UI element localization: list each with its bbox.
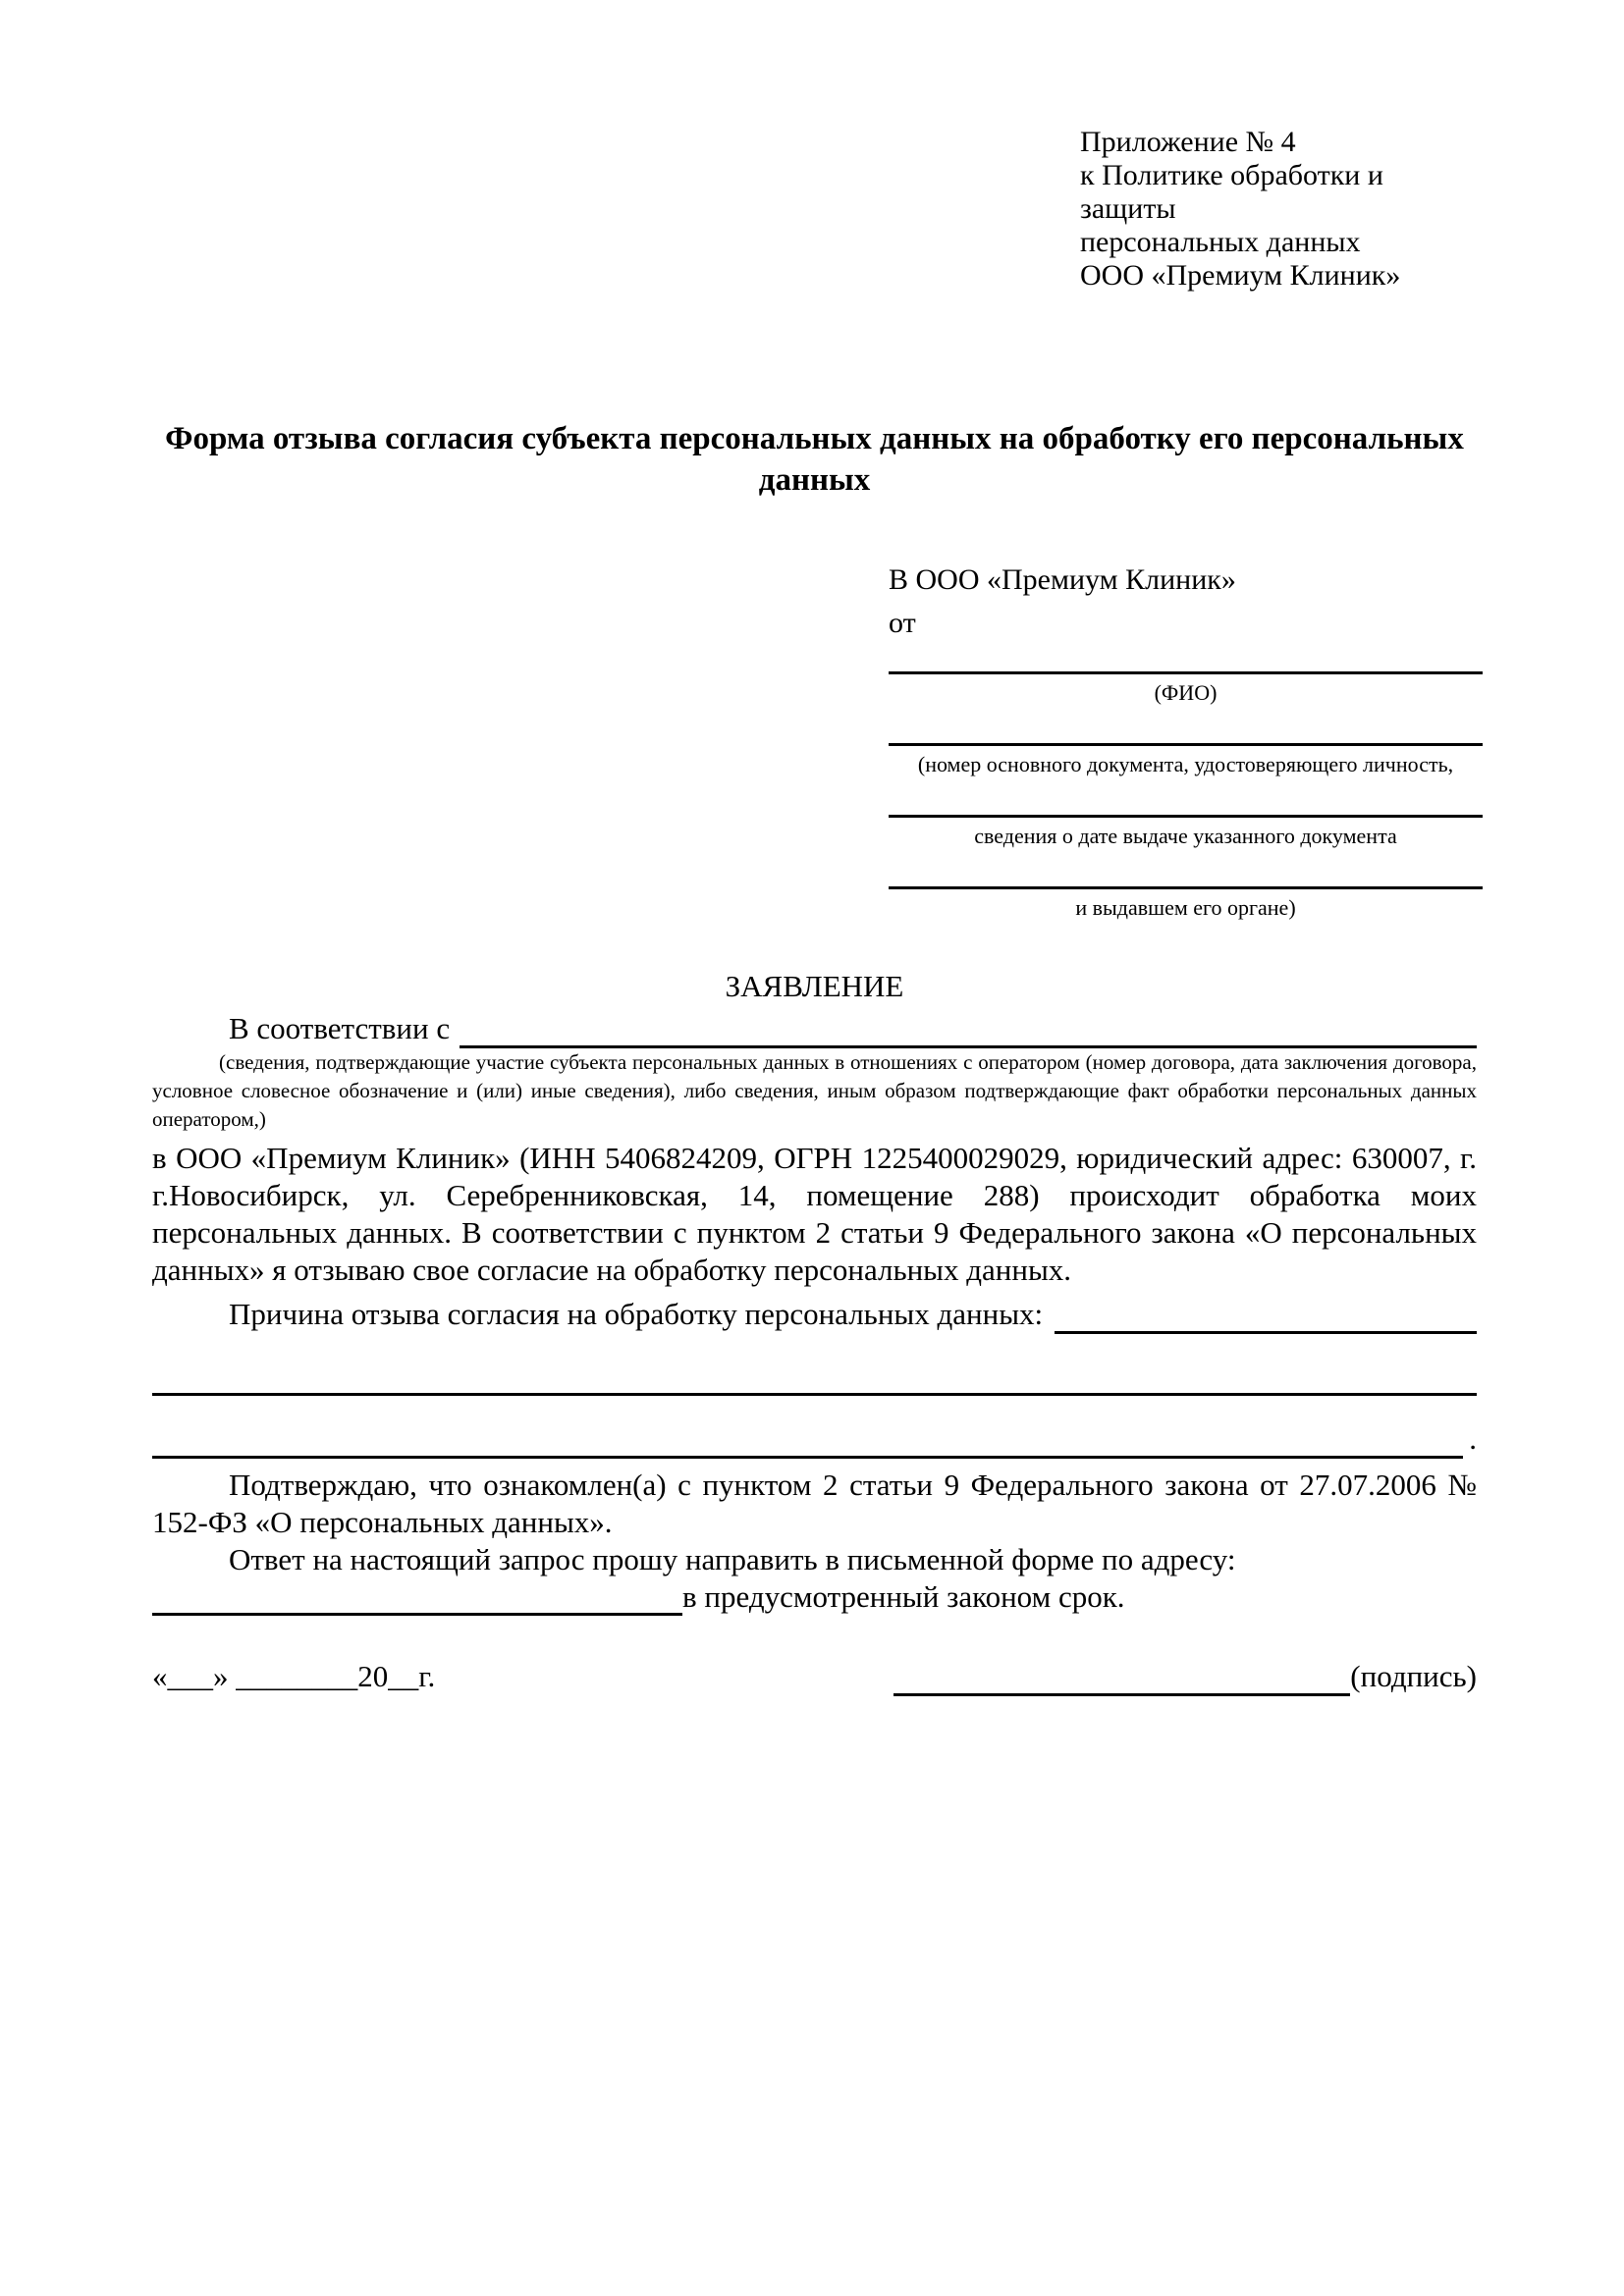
reason-label: Причина отзыва согласия на обработку персональных данных: [229,1297,1044,1331]
signature-caption: (подпись) [1350,1659,1477,1693]
annex-block [1080,126,1477,293]
reply-request-paragraph: Ответ на настоящий запрос прошу направить в письменной форме по адресу: [229,1542,1236,1576]
identity-document-caption: (номер основного документа, удостоверяющего личность, [917,752,1454,776]
issuing-authority-caption: и выдавшем его органе) [1075,895,1296,920]
body-paragraph: в ООО «Премиум Клиник» (ИНН 5406824209, ОГРН 1225400029029, юридический адрес: 630007, г. г.Новосибирск, ул. Серебренниковская, 14, помещение 288) происходит обработка моих персональных данных. В соответствии с пунктом 2 статьи 9 Федерального закона «О персональных данных» я отзываю свое согласие на обработку персональных данных. [152,1141,1477,1287]
blank-terminator: . [1469,1421,1477,1456]
fio-field [889,671,1483,706]
footer-row [152,1657,1477,1696]
document-content [152,126,1477,1696]
identity-document-field [889,743,1483,777]
annex-line: к Политике обработки и защиты [1080,159,1383,225]
statement-heading: ЗАЯВЛЕНИЕ [725,969,904,1003]
issue-date-field [889,815,1483,849]
reply-address-line [152,1578,1477,1616]
recipient-to: В ООО «Премиум Клиник» [889,563,1236,596]
intro-blank-line [460,1012,1477,1048]
issuing-authority-blank-line [889,886,1483,889]
reason-blank-line-2 [152,1360,1477,1396]
recipient-from: от [889,607,916,639]
issue-date-caption: сведения о дате выдаче указанного документа [974,824,1397,848]
signature-blank-line [893,1660,1350,1696]
reason-blank-row [152,1360,1477,1396]
identity-document-blank-line [889,743,1483,746]
annex-line: Приложение № 4 [1080,126,1296,158]
reason-line [152,1295,1477,1334]
issue-date-blank-line [889,815,1483,818]
intro-line [152,1009,1477,1048]
fio-caption: (ФИО) [1154,680,1218,705]
reason-blank-line-3 [152,1422,1463,1459]
issuing-authority-field [889,886,1483,921]
intro-footnote: (сведения, подтверждающие участие субъекта персональных данных в отношениях с оператором (номер договора, дата заключения договора, условное словесное обозначение и (или) иные сведения), либо сведения, иным образом подтверждающие факт обработки персональных данных оператором,) [152,1050,1477,1131]
fio-blank-line [889,671,1483,674]
intro-prefix: В соответствии с [229,1011,451,1045]
signature-group [893,1657,1477,1696]
reason-blank-line [1055,1298,1477,1334]
reason-blank-row [152,1419,1477,1459]
date-line: «___» ________20__г. [152,1659,436,1693]
reply-address-blank-line [152,1581,682,1616]
recipient-block [889,561,1483,921]
annex-line: ООО «Премиум Клиник» [1080,259,1401,292]
confirmation-paragraph: Подтверждаю, что ознакомлен(а) с пунктом 2 статьи 9 Федерального закона от 27.07.2006 № 152-ФЗ «О персональных данных». [152,1468,1477,1539]
annex-line: персональных данных [1080,226,1361,258]
reply-suffix: в предусмотренный законом срок. [682,1579,1125,1614]
document-title: Форма отзыва согласия субъекта персональных данных на обработку его персональных данных [165,421,1464,498]
